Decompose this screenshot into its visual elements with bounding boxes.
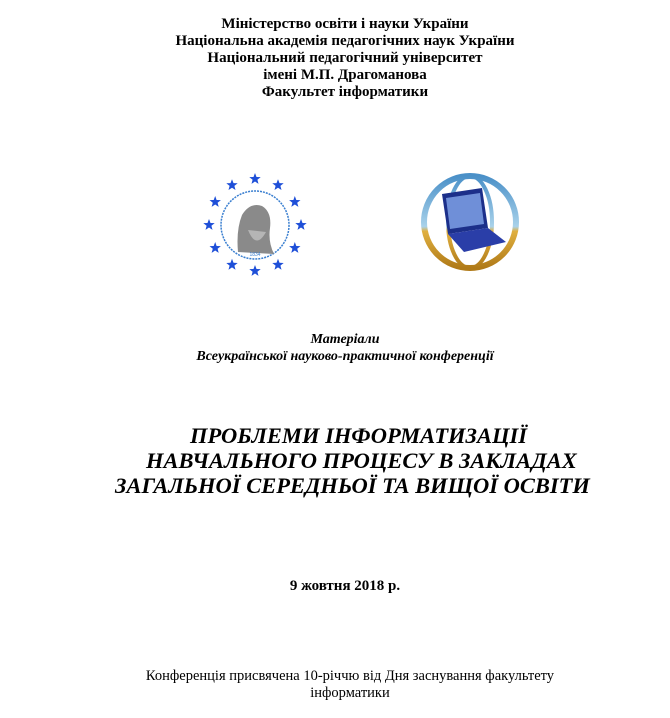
star-icon bbox=[203, 219, 214, 230]
dedication-line2: інформатики bbox=[310, 685, 390, 701]
conference-title-line: ЗАГАЛЬНОЇ СЕРЕДНЬОЇ ТА ВИЩОЇ ОСВІТИ bbox=[115, 473, 590, 498]
header-line: Національний педагогічний університет bbox=[207, 50, 483, 66]
header-line: Факультет інформатики bbox=[261, 84, 429, 100]
star-icon bbox=[249, 265, 260, 276]
materials-line2: Всеукраїнської науково-практичної конференції bbox=[196, 349, 494, 364]
conference-date: 9 жовтня 2018 р. bbox=[289, 578, 401, 594]
header-line: імені М.П. Драгоманова bbox=[263, 67, 427, 83]
star-icon bbox=[295, 219, 306, 230]
header-line: Міністерство освіти і науки України bbox=[221, 16, 469, 32]
conference-title-line: НАВЧАЛЬНОГО ПРОЦЕСУ В ЗАКЛАДАХ bbox=[146, 448, 577, 473]
globe-laptop-logo bbox=[420, 172, 520, 272]
header-block bbox=[0, 16, 670, 101]
star-icon bbox=[249, 173, 260, 184]
materials-heading bbox=[0, 331, 670, 365]
star-icon bbox=[210, 196, 221, 207]
star-icon bbox=[289, 242, 300, 253]
star-icon bbox=[272, 259, 283, 270]
star-icon bbox=[210, 242, 221, 253]
star-icon bbox=[289, 196, 300, 207]
star-icon bbox=[226, 259, 237, 270]
university-seal-logo bbox=[200, 170, 310, 280]
svg-text:1834: 1834 bbox=[249, 252, 261, 258]
star-icon bbox=[226, 179, 237, 190]
conference-title-line: ПРОБЛЕМИ ІНФОРМАТИЗАЦІЇ bbox=[190, 423, 528, 448]
header-line: Національна академія педагогічних наук України bbox=[175, 33, 515, 49]
dedication-line1: Конференція присвячена 10-річчю від Дня заснування факультету bbox=[145, 668, 555, 684]
materials-line1: Матеріали bbox=[310, 332, 380, 347]
dedication bbox=[0, 668, 670, 702]
star-icon bbox=[272, 179, 283, 190]
